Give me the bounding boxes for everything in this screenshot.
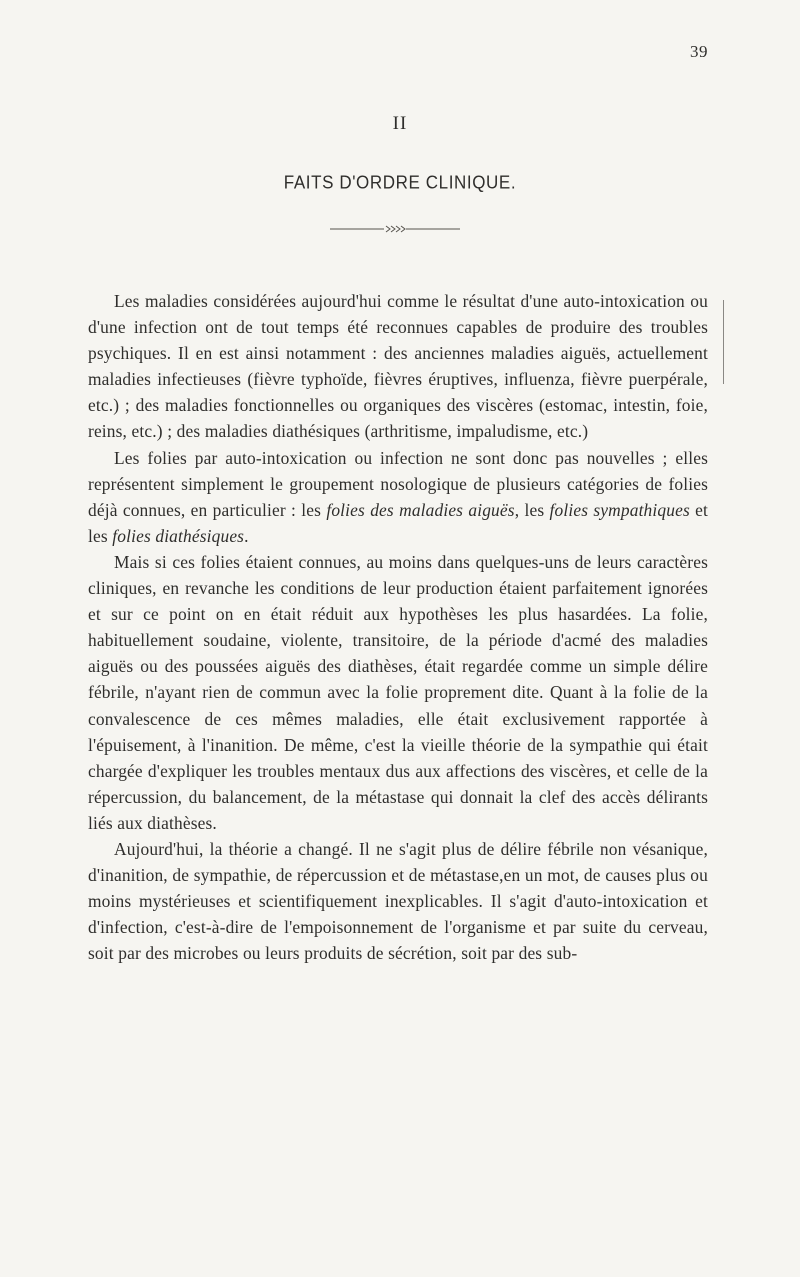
- margin-mark: [723, 300, 724, 384]
- section-title: FAITS D'ORDRE CLINIQUE.: [283, 172, 517, 193]
- paragraph-2: [88, 445, 708, 549]
- paragraph-2-text-1: Les folies par auto-intoxication ou infection ne sont donc pas nouvelles ; elles représentent simplement le groupement nosologique de plusieurs catégories de folies déjà connues, en particulier : les: [88, 447, 708, 520]
- paragraph-4: Aujourd'hui, la théorie a changé. Il ne s'agit plus de délire fébrile non vésanique, d'inanition, de sympathie, de répercussion et de métastase,en un mot, de causes plus ou moins mystérieuses et scientifiquement inexplicables. Il s'agit d'auto-intoxication et d'infection, c'est-à-dire de l'empoisonnement de l'organisme et par suite du cerveau, soit par des microbes ou leurs produits de sécrétion, soit par des sub-: [88, 838, 708, 964]
- italic-term-folies-sympathiques: folies sympathiques: [549, 499, 690, 520]
- italic-term-folies-maladies-aigues: folies des maladies aiguës: [326, 499, 515, 520]
- ornament-divider-icon: [330, 222, 460, 236]
- page-number: 39: [690, 42, 708, 61]
- paragraph-3: Mais si ces folies étaient connues, au moins dans quelques-uns de leurs caractères cliniques, en revanche les conditions de leur production étaient parfaitement ignorées et sur ce point on en était réduit aux hypothèses les plus hasardées. La folie, habituellement soudaine, violente, transitoire, de la période d'acmé des maladies aiguës ou des poussées aiguës des diathèses, était regardée comme un simple délire fébrile, n'ayant rien de commun avec la folie proprement dite. Quant à la folie de la convalescence de ces mêmes maladies, elle était exclusivement rapportée à l'épuisement, à l'inanition. De même, c'est la vieille théorie de la sympathie qui était chargée d'expliquer les troubles mentaux dus aux affections des viscères, et celle de la répercussion, du balancement, de la métastase qui donnait la clef des accès délirants liés aux diathèses.: [88, 551, 708, 833]
- body-text: [88, 288, 708, 966]
- section-numeral: II: [392, 113, 408, 134]
- paragraph-2-text-4: .: [244, 525, 249, 546]
- paragraph-2-text-3: et les: [88, 499, 708, 546]
- paragraph-2-text-2: , les: [514, 499, 550, 520]
- italic-term-folies-diathesiques: folies diathésiques: [112, 525, 245, 546]
- paragraph-1: Les maladies considérées aujourd'hui comme le résultat d'une auto-intoxication ou d'une infection ont de tout temps été reconnues capables de produire des troubles psychiques. Il en est ainsi notamment : des anciennes maladies aiguës, actuellement maladies infectieuses (fièvre typhoïde, fièvres éruptives, influenza, fièvre puerpérale, etc.) ; des maladies fonctionnelles ou organiques des viscères (estomac, intestin, foie, reins, etc.) ; des maladies diathésiques (arthritisme, impaludisme, etc.): [88, 291, 708, 442]
